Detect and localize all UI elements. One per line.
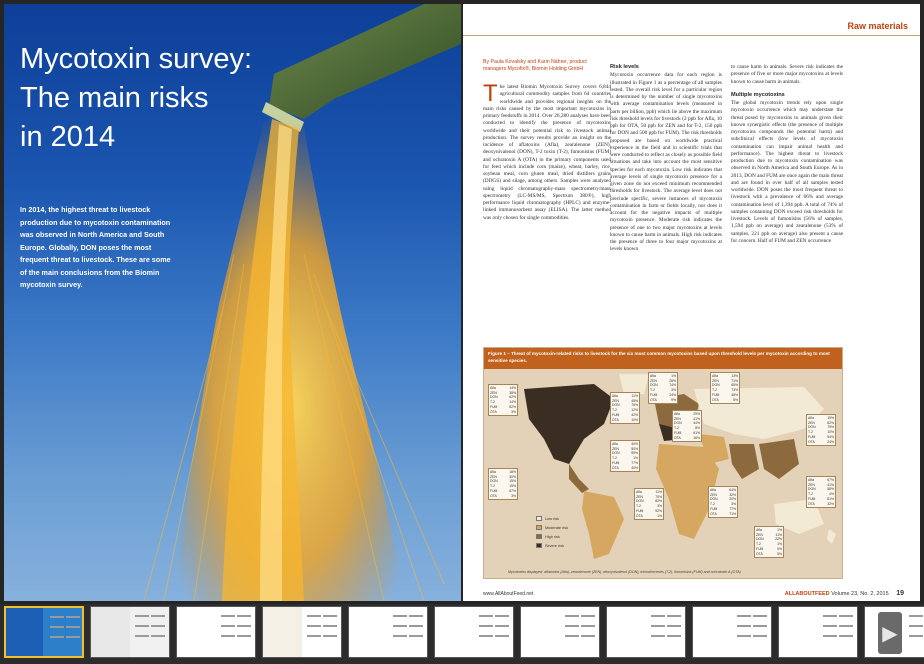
thumbnail-text-line [409,615,423,617]
stat-box-africa: Afla 11% ZEN 70% DON 62% T-2 3% FUM 92% OTA 1% [634,488,664,520]
thumbnail-text-line [823,635,837,637]
thumbnail-left-page [91,607,130,657]
thumbnail-spread-6[interactable] [434,606,514,658]
thumbnail-strip [0,604,924,664]
column-3-text-1: to cause harm in animals. Severe risk indicates the presence of five or more major mycotoxins at levels known to cause harm in animals. [731,64,843,85]
heading-risk-levels: Risk levels [610,64,639,70]
stat-box-south-europe: Afla 29% ZEN 41% DON 44% T-2 8% FUM 61% OTA 16% [672,410,702,442]
thumbnail-text-line [823,615,837,617]
stat-box-southeast-asia: Afla 67% ZEN 41% DON 58% T-2 4% FUM 81% OTA 32% [806,476,836,508]
thumbnail-left-page [349,607,388,657]
left-page[interactable] [4,4,461,601]
footer-issue-info [785,590,904,597]
footer-brand: ALLABOUTFEED [784,591,830,597]
byline: By Paula Kovalsky and Karin Nährer, product managers Mycofix®, Biomin Holding GmbH [483,59,587,72]
thumbnail-text-line [581,635,595,637]
legend-swatch [536,516,542,521]
thumbnail-left-page [263,607,302,657]
legend-item-high: High risk [536,534,568,539]
article-column-3 [731,64,843,245]
article-column-2 [610,64,722,254]
thumbnail-text-line [409,625,423,627]
thumbnail-text-line [323,615,337,617]
thumbnail-text-line [409,635,423,637]
thumbnail-text-line [581,615,595,617]
right-page[interactable] [463,4,920,601]
drop-cap: T [483,80,498,107]
thumbnail-text-line [479,625,493,627]
legend-item-severe: Severe risk [536,543,568,548]
figure-footnote: Mycotoxins displayed: aflatoxins (Afla), zearalenone (ZEN), deoxynivalenol (DON), trichothecenes (T-2), fumonisins (FUM) and ochratoxin A (OTA) [508,570,741,574]
thumbnail-left-page [521,607,560,657]
thumbnail-text-line [307,625,321,627]
legend-item-moderate: Moderate risk [536,525,568,530]
stat-box-central-europe: Afla 11% ZEN 45% DON 76% T-2 12% FUM 42% OTA 10% [610,392,640,424]
thumbnail-text-line [651,625,665,627]
stat-box-south-asia: Afla 64% ZEN 32% DON 20% T-2 3% FUM 77% OTA 71% [708,486,738,518]
thumbnail-spread-1[interactable] [4,606,84,658]
thumbnail-spread-2[interactable] [90,606,170,658]
thumbnail-text-line [50,616,64,618]
column-3-text-2: The global mycotoxin trends rely upon single mycotoxin occurrence which may understate the threat posed by mycotoxins to animals given their known synergistic effects (the presence of multiple mycotoxins compounds the potential harm) and subclinical effects (low levels of mycotoxin contamination can impair animal health and performance). The highest threat to livestock production due to mycotoxin contamination was observed in North America and South Europe. As in 2013, DON and FUM are once again the main threat and are found in over half of all samples tested worldwide. DON poses the most frequent threat to livestock with a prevalence of 66% and average contamination level of 1,394 ppb. A total of 74% of samples containing DON exceed risk thresholds for livestock. Levels of fumonisins (56% of samples, 1,594 ppb on average) and zearalenone (53% of samples, 221 ppb on average) also present a cause for concern. Half of FUM and ZEN occurrence [731,100,843,244]
thumbnail-spread-9[interactable] [692,606,772,658]
figure-caption-bar [484,348,842,369]
title-line-1: Mycotoxin survey: [20,43,253,75]
thumbnail-text-line [565,615,579,617]
thumbnail-text-line [479,615,493,617]
page-number: 19 [896,590,904,597]
thumbnail-text-line [50,626,64,628]
thumbnail-text-line [135,625,149,627]
thumbnail-text-line [151,635,165,637]
thumbnail-text-line [565,625,579,627]
thumbnail-text-line [237,635,251,637]
thumbnail-text-line [753,625,767,627]
section-label: Raw materials [847,21,908,31]
thumbnail-text-line [737,625,751,627]
legend-swatch [536,543,542,548]
thumbnail-text-line [495,625,509,627]
thumbnail-text-line [323,635,337,637]
stat-box-east-europe: Afla 13% ZEN 71% DON 65% T-2 73% FUM 45% OTA 5% [710,372,740,404]
thumbnail-text-line [667,615,681,617]
thumbnail-text-line [479,635,493,637]
thumbnail-text-line [737,635,751,637]
thumbnail-left-page [6,608,45,656]
thumbnail-text-line [307,635,321,637]
stat-box-north-america-west: Afla 14% ZEN 38% DON 62% T-2 14% FUM 52% OTA 3% [488,384,518,416]
chevron-right-icon: ▶ [882,621,898,645]
article-intro: In 2014, the highest threat to livestock production due to mycotoxin contamination was observed in North America and South Europe. Globally, DON poses the most frequent threat to livestock. These are some of the main conclusions from the Biomin mycotoxin survey. [20,205,171,289]
thumbnail-left-page [177,607,216,657]
thumbnail-spread-8[interactable] [606,606,686,658]
article-column-1 [483,80,611,222]
thumbnail-spread-10[interactable] [778,606,858,658]
thumbnail-text-line [66,616,80,618]
thumbnail-text-line [909,635,923,637]
footer-issue: Volume 23, No. 2, 2015 [831,591,889,597]
figure-risk-map [483,347,843,579]
article-title [20,40,320,157]
thumbnail-text-line [909,625,923,627]
thumbnail-text-line [50,636,64,638]
thumbnail-text-line [151,625,165,627]
legend-swatch [536,525,542,530]
thumbnail-text-line [151,615,165,617]
next-page-button[interactable] [878,612,902,654]
thumbnail-text-line [135,615,149,617]
thumbnail-text-line [839,625,853,627]
thumbnail-text-line [839,615,853,617]
column-1-text: he latest Biomin Mycotoxin Survey covers 6,844 agricultural commodity samples from 64 countries worldwide and provides regional insights on the main risks caused by the most important mycotoxins in primary feedstuffs in 2014. Over 26,280 analyses have been conducted to identify the presence of mycotoxins worldwide and their potential risk to livestock animal production. The survey results provide an insight on the incidence of aflatoxins (Afla), zearalenone (ZEN), deoxynivalenol (DON), T-2 toxin (T-2), fumonisins (FUM) and ochratoxin A (OTA) in the primary components used for feed which include corn (maize), wheat, barley, rice, soybean meal, corn gluten meal, dried distillers grains (DDGS) and silage, among others. Samples were analysed using liquid chromatography-mass spectrometry/mass spectrometry (LC-MS/MS, Spectrum 380®), high performance liquid chromatography (HPLC) and enzyme-linked immunosorbent assay (ELISA). The latter method was only chosen for single commodities. [483,84,611,221]
thumbnail-left-page [435,607,474,657]
thumbnail-text-line [651,635,665,637]
thumbnail-text-line [581,625,595,627]
legend-swatch [536,534,542,539]
stat-box-north-europe: Afla 1% ZEN 28% DON 74% T-2 3% FUM 24% OTA 9% [648,372,678,404]
figure-caption: Figure 1 – Threat of mycotoxin-related risks to livestock for the six most common mycotoxins based upon threshold levels per mycotoxin according to most sensitive species. [488,351,830,363]
thumbnail-text-line [393,625,407,627]
thumbnail-text-line [221,635,235,637]
stat-box-central-america: Afla 18% ZEN 30% DON 15% T-2 15% FUM 67% OTA 3% [488,468,518,500]
legend-item-low: Low risk [536,516,568,521]
thumbnail-text-line [565,635,579,637]
stat-box-oceania: Afla 1% ZEN 11% DON 22% T-2 1% FUM 0% OTA 5% [754,526,784,558]
title-line-2: The main risks [20,82,209,114]
heading-multiple-mycotoxins: Multiple mycotoxins [731,91,785,98]
thumbnail-text-line [66,636,80,638]
thumbnail-text-line [839,635,853,637]
thumbnail-spread-4[interactable] [262,606,342,658]
thumbnail-spread-7[interactable] [520,606,600,658]
thumbnail-text-line [495,615,509,617]
thumbnail-left-page [693,607,732,657]
thumbnail-spread-3[interactable] [176,606,256,658]
thumbnail-left-page [779,607,818,657]
thumbnail-text-line [221,615,235,617]
thumbnail-text-line [221,625,235,627]
thumbnail-text-line [237,625,251,627]
stat-box-middle-east: Afla 40% ZEN 50% DON 59% T-2 1% FUM 77% OTA 40% [610,440,640,472]
thumbnail-text-line [667,635,681,637]
footer-url[interactable]: www.AllAboutFeed.net [483,591,534,597]
thumbnail-spread-5[interactable] [348,606,428,658]
thumbnail-text-line [495,635,509,637]
thumbnail-left-page [607,607,646,657]
section-divider [463,35,920,36]
thumbnail-text-line [753,635,767,637]
thumbnail-text-line [135,635,149,637]
thumbnail-text-line [909,615,923,617]
thumbnail-text-line [393,615,407,617]
thumbnail-text-line [323,625,337,627]
thumbnail-text-line [651,615,665,617]
map-legend [536,516,568,552]
thumbnail-text-line [393,635,407,637]
thumbnail-text-line [667,625,681,627]
thumbnail-text-line [753,615,767,617]
thumbnail-text-line [307,615,321,617]
thumbnail-text-line [237,615,251,617]
stat-box-north-asia: Afla 15% ZEN 62% DON 79% T-2 10% FUM 54% OTA 24% [806,414,836,446]
column-2-text: Mycotoxin occurrence data for each region is illustrated in Figure 1 as a percentage of all samples tested. The overall risk level for a particular region is determined by the number of single mycotoxins with average contamination levels (measured in parts per billion, ppb) which lie above the maximum risk threshold levels for livestock (2 ppb for Afla, 10 ppb for OTA, 50 ppb for ZEN and for T-2, 150 ppb for DON and 500 ppb for FUM). The risk thresholds proposed are based on worldwide practical experience in the field and in scientific trials that were conducted to reflect as closely as possible field situations and take into account the most sensitive species for each mycotoxin. Low risk indicates that average levels of single mycotoxin presence for a given zone do not exceed minimum recommended thresholds for livestock. The average level does not preclude specific, severe instances of mycotoxin contamination in farm or fields locally, nor does it account for the negative impacts of multiple mycotoxin presence. Moderate risk indicates the presence of one to two major mycotoxins at levels known to cause harm in animals. High risk indicates the presence of three to four major mycotoxins at levels known [610,72,722,253]
thumbnail-text-line [66,626,80,628]
title-line-3: in 2014 [20,121,116,153]
thumbnail-text-line [737,615,751,617]
thumbnail-text-line [823,625,837,627]
